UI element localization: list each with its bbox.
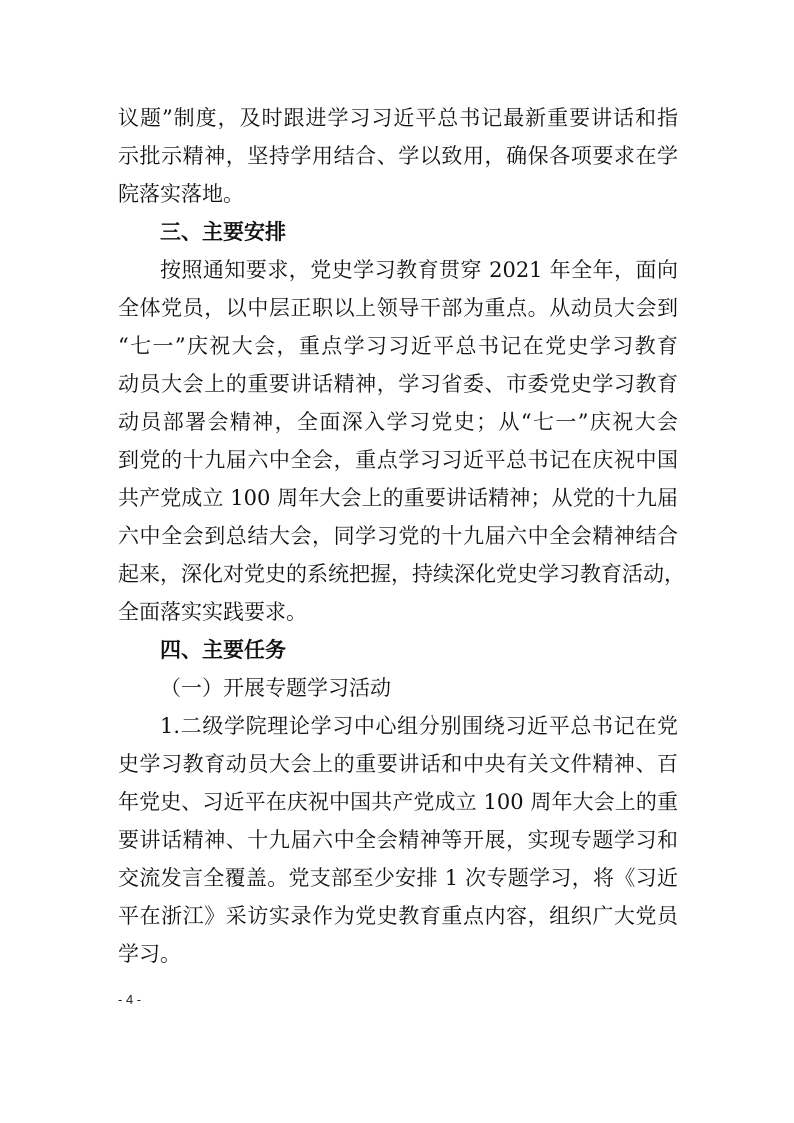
section-heading: 四、主要任务: [160, 638, 286, 662]
body-text-line: 平在浙江》采访实录作为党史教育重点内容，组织广大党员: [118, 904, 678, 928]
body-text-line: 史学习教育动员大会上的重要讲话和中央有关文件精神、百: [118, 752, 678, 776]
body-text-line: “七一”庆祝大会，重点学习习近平总书记在党史学习教育: [118, 334, 678, 358]
body-text-line: 共产党成立 100 周年大会上的重要讲话精神；从党的十九届: [118, 486, 678, 510]
body-text-line: 要讲话精神、十九届六中全会精神等开展，实现专题学习和: [118, 828, 678, 852]
section-heading: 三、主要安排: [160, 220, 286, 244]
body-text-line: 议题”制度，及时跟进学习习近平总书记最新重要讲话和指: [118, 106, 678, 130]
body-text-line: 到党的十九届六中全会，重点学习习近平总书记在庆祝中国: [118, 448, 678, 472]
body-text-line: 交流发言全覆盖。党支部至少安排 1 次专题学习，将《习近: [118, 866, 678, 890]
body-text-line: 六中全会到总结大会，同学习党的十九届六中全会精神结合: [118, 524, 678, 548]
body-text-line: 1.二级学院理论学习中心组分别围绕习近平总书记在党: [160, 714, 678, 738]
body-text-line: 全面落实实践要求。: [118, 600, 307, 624]
body-text-line: 起来，深化对党史的系统把握，持续深化党史学习教育活动，: [118, 562, 685, 586]
body-text-line: 按照通知要求，党史学习教育贯穿 2021 年全年，面向: [160, 258, 678, 282]
body-text-line: 学习。: [118, 942, 181, 966]
body-text-line: 全体党员，以中层正职以上领导干部为重点。从动员大会到: [118, 296, 678, 320]
body-text-line: 动员大会上的重要讲话精神，学习省委、市委党史学习教育: [118, 372, 678, 396]
page-number: - 4 -: [118, 992, 142, 1007]
body-text-line: 院落实落地。: [118, 182, 244, 206]
body-text-line: 年党史、习近平在庆祝中国共产党成立 100 周年大会上的重: [118, 790, 678, 814]
body-text-line: 动员部署会精神，全面深入学习党史；从“七一”庆祝大会: [118, 410, 678, 434]
subsection-heading: （一）开展专题学习活动: [160, 676, 391, 700]
body-text-line: 示批示精神，坚持学用结合、学以致用，确保各项要求在学: [118, 144, 678, 168]
